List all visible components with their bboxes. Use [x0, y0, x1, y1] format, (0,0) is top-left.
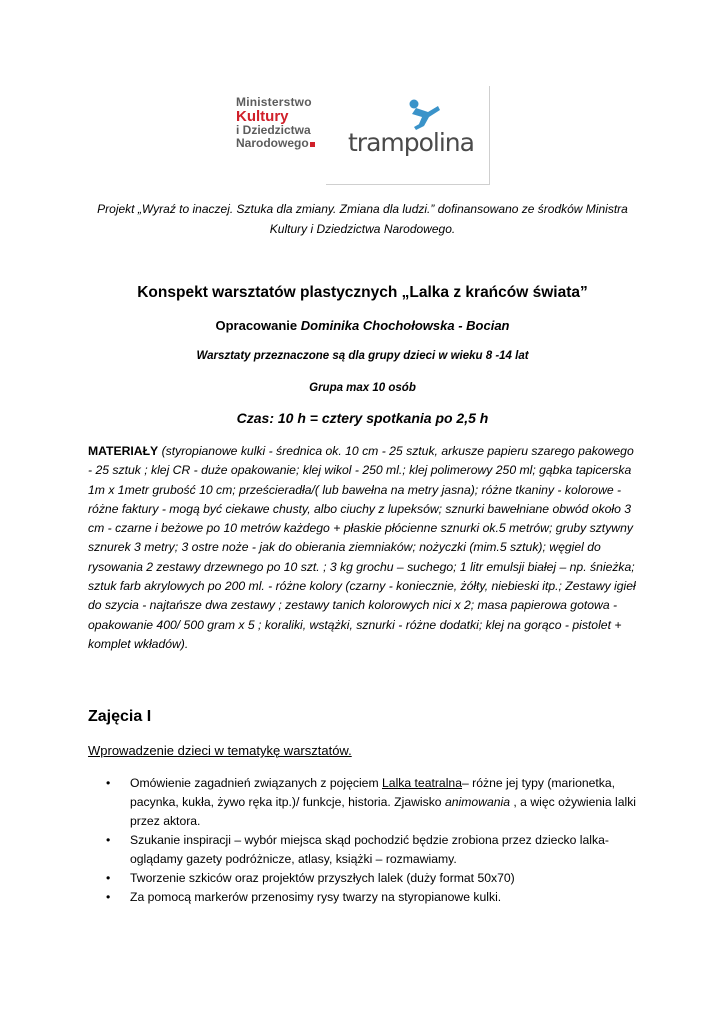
ministry-logo-line4 [236, 137, 331, 150]
item-text-start: Omówienie zagadnień związanych z pojęciem [130, 776, 383, 790]
bullet-marker: • [106, 871, 111, 885]
bullet-marker: • [106, 833, 111, 847]
materials-label: MATERIAŁY [88, 444, 159, 458]
group-size: Grupa max 10 osób [309, 382, 416, 394]
list-item [88, 888, 648, 907]
bullet-marker: • [106, 776, 111, 790]
item-text-end: , a więc ożywienia lalki przez aktora. [130, 795, 637, 828]
bullet-marker: • [106, 890, 111, 904]
ministry-logo [236, 96, 331, 150]
materials-text: (styropianowe kulki - średnica ok. 10 cm - 25 sztuk, arkusze papieru szarego pakowego - 25 sztuk ; klej CR - duże opakowanie; klej wikol - 250 ml.; klej polimerowy 250 ml; gąbka tapicerska 1m x 1metr grubość 10 cm; prześcieradła/( lub bawełna na metry jasna); różne tkaniny - kolorowe - różne faktury - mogą być ciekawe chusty, albo ciuchy z lupeksów; sznurki bawełniane obwód około 3 cm - czarne i beżowe po 10 metrów każdego + płaskie płócienne sznurki ok.5 metrów; gruby sztywny sznurek 3 metry; 3 ostre noże - jak do obierania ziemniaków; nożyczki (mim.5 sztuk); węgiel do rysowania 2 zestawy drzewnego po 10 szt. ; 3 kg grochu – suchego; 1 litr emulsji białej – np. śnieżka; sztuk farb akrylowych po 200 ml. - różne kolory (czarny - koniecznie, żółty, niebieski itp.; Zestawy igieł do szycia - najtańsze dwa zestawy ; zestawy tanich kolorowych nici x 2; masa papierowa gotowa - opakowanie 400/ 500 gram x 5 ; koraliki, wstążki, sznurki - różne dodatki; klej na gorąco - pistolet + komplet wkładów). [88, 444, 636, 651]
page-title: Konspekt warsztatów plastycznych „Lalka z krańców świata” [137, 284, 588, 301]
list-item [88, 869, 648, 888]
subsection-heading: Wprowadzenie dzieci w tematykę warsztatów. [88, 743, 352, 758]
logos-header [236, 86, 491, 186]
item-text: Za pomocą markerów przenosimy rysy twarzy na styropianowe kulki. [130, 890, 502, 904]
list-item [88, 774, 648, 831]
author-label: Opracowanie [215, 318, 301, 333]
author-line [40, 318, 685, 333]
trampolina-logo [326, 86, 490, 185]
materials-paragraph [88, 442, 640, 654]
ministry-logo-dot [310, 142, 315, 147]
duration: Czas: 10 h = cztery spotkania po 2,5 h [236, 410, 489, 426]
item-text-mid: – różne jej typy (marionetka, pacynka, kukła, żywo ręka itp.)/ funkcje, historia. Zjawisko [130, 776, 616, 809]
ministry-logo-line4-text: Narodowego [236, 136, 309, 150]
list-item [88, 831, 648, 869]
target-group: Warsztaty przeznaczone są dla grupy dzieci w wieku 8 -14 lat [196, 350, 529, 362]
ministry-logo-line2: Kultury [236, 108, 289, 125]
item-emphasis: animowania [444, 795, 511, 809]
item-text: Tworzenie szkiców oraz projektów przyszłych lalek (duży format 50x70) [130, 871, 515, 885]
section-heading: Zajęcia I [88, 708, 152, 725]
author-name: Dominika Chochołowska - Bocian [300, 318, 510, 333]
jumping-figure-icon [404, 98, 444, 132]
activity-list [88, 774, 648, 907]
ministry-logo-line3: i Dziedzictwa [236, 123, 311, 137]
lalka-teatralna-link[interactable]: Lalka teatralna [382, 776, 462, 790]
item-text: Szukanie inspiracji – wybór miejsca skąd pochodzić będzie zrobiona przez dziecko lalka- oglądamy gazety podróżnicze, atlasy, książki – rozmawiamy. [130, 833, 609, 866]
trampolina-wordmark: trampolina [348, 128, 474, 157]
project-note: Projekt „Wyraź to inaczej. Sztuka dla zmiany. Zmiana dla ludzi.” dofinansowano ze środków Ministra Kultury i Dziedzictwa Narodowego. [97, 202, 628, 236]
ministry-logo-line1: Ministerstwo [236, 95, 312, 109]
